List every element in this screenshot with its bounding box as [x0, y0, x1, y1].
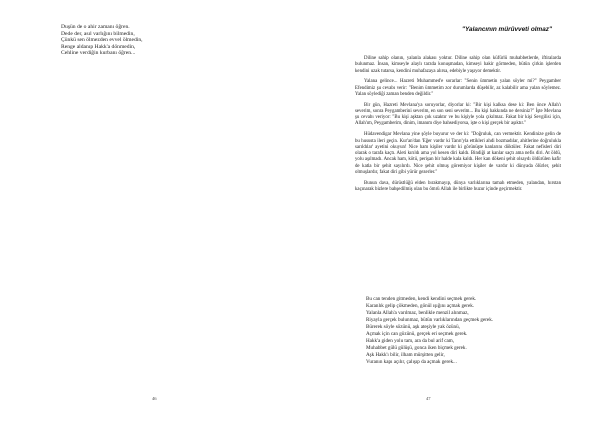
verse-block	[366, 296, 493, 366]
page-header: "Yalancının mürüvveti olmaz"	[462, 26, 552, 33]
poem-line: Dede der, asıl varlığını bilmedin,	[61, 30, 135, 37]
verse-line: Riyayla gerçek bulunmaz, bütün varlıklarından geçmek gerek.	[366, 317, 494, 323]
verse-line: Bürerek söyle sözünü, aşk ateşiyle yak özünü,	[366, 324, 460, 330]
verse-line: Yalanla Allah'a varılmaz, benlikle menzil alınmaz,	[366, 310, 469, 316]
verse-line: Aşk Hakk'ı bilir, ilham mürşitten gelir,	[366, 352, 445, 358]
poem-line: Cehline verdiğin kurbanı öğren...	[61, 50, 136, 57]
paragraph: Bunun dava, dürüstlüğü elden bırakmayıp, dünya varlıklarına tamah etmeden, yalandan, hırstan kaçınarak bizlere bahşedilmiş olan bu ömrü Allah ile birlikte huzur içinde geçirmektir.	[355, 180, 561, 192]
paragraph: Bir gün, Hazreti Mevlana'ya soruyorlar, diyorlar ki: "Bir kişi kalksa dese ki: Ben önce Allah'ı severim, sonra Peygamberini severim, en son seni severim... Bu kişi hakkında ne dersiniz?" İşte Mevlana şu cevabı veriyor: "Bu kişi aşktan çok uzaktır ve bu kişiyle yola çıkılmaz. Fakat bir kişi Sevgilisi için, Allah'ım, Peygamberim, dinim, imanım diye bahsediyorsa, işte o kişi gerçek bir aşıktır."	[355, 102, 561, 127]
body-text	[355, 56, 561, 198]
verse-line: Hakk'a giden yolu tam, ara da bul arif cam,	[366, 338, 455, 344]
verse-line: Vuranın kapı açılır, çalışıp da açmak gerek...	[366, 359, 457, 365]
left-poem	[61, 24, 143, 57]
paragraph: Diline sahip olanın, yalanla alakası yoktur. Diline sahip olan küfürlü muhabbetlerde, iftiralarda bulunmaz. İnsan, kimseyle alaylı tarzda konuşmadan, kimseyi hakir görmeden, bütün çirkin işlerden kendini uzak tutarsa, kendini muhafazaya alırsa, edebiyle yaşıyor demektir.	[355, 56, 561, 74]
page-number-left: 46	[152, 396, 157, 401]
poem-line: Rengе aldanıp Hakk'a dönmedin,	[61, 43, 136, 50]
paragraph: Yalana gelince... Hazreti Muhammed'e sorarlar: "Senin ümmetin yalan söyler mi?" Peygamber Efendimiz şu cevabı verir: "Benim ümmetim zor durumlarda düşebilir, az kalabilir ama yalan söylemez. Yalan söylediği zaman benden değildir."	[355, 79, 561, 97]
verse-line: Bu can tenden gitmeden, kendi kendini seçmek gerek.	[366, 296, 477, 302]
verse-line: Karanlık gelip çökmeden, gönül ışığını açmak gerek.	[366, 303, 475, 309]
poem-line: Çünkü sen ölmezden evvel ölmedin,	[61, 37, 143, 44]
poem-line: Duşün de o ahir zamanı öğren.	[61, 24, 130, 30]
verse-line: Açmak için can gözünü, gerçek eri seçmek gerek.	[366, 331, 468, 337]
right-page	[300, 0, 600, 424]
paragraph: Hüdavendigar Mevlana yine şöyle buyurur ve der ki: "Doğruluk, can vermektir. Kendinize gelin de bu hususta ileri geçin. Kur'an'dan 'Eğer vardır ki Tanrı'yla ettikleri ahdi bozmadılar, ahitlerine doğrulukla sarıldılar' ayetini okuyun! Nice ham kişiler vardır ki görünüşte kanlarını döktüler. Fakat nefisleri diri olarak o tarafa kaçtı. Aleti kırıldı ama yol kesen diri kaldı. Bindiği at kanlar saçtı ama nefis diri. At öldü, yolu aşılmadı. Ancak ham, kötü, perişan bir halde kala kaldı. Her kan dökeni şehit olsaydı öldürülen kafir de katla bir şehit sayılırdı. Nice şehit olmuş göremiyor kişiler de vardır ki dünyada ölürler, şehit olmuşlardır, fakat diri gibi yürür gezerler."	[355, 132, 561, 175]
verse-line: Muhabbet gülü gülüşü, gonca iken biçmek gerek.	[366, 345, 467, 351]
page-number-right: 47	[426, 396, 431, 401]
